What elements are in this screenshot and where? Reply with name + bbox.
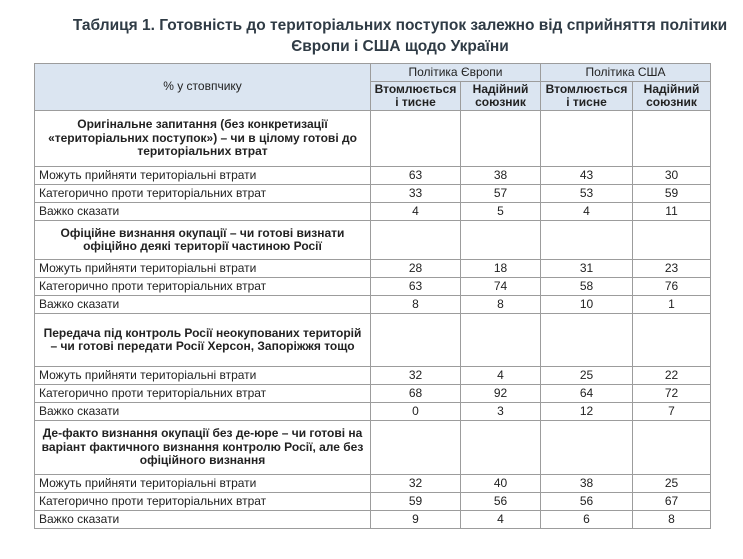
data-table (34, 63, 711, 529)
section-empty-cell (541, 111, 633, 167)
table-row (35, 167, 711, 185)
row-label: Можуть прийняти територіальні втрати (35, 475, 371, 493)
row-label: Важко сказати (35, 203, 371, 221)
section-empty-cell (633, 314, 711, 367)
table-row (35, 403, 711, 421)
value-cell: 9 (371, 511, 461, 529)
table-row (35, 185, 711, 203)
value-cell: 6 (541, 511, 633, 529)
value-cell: 67 (633, 493, 711, 511)
value-cell: 5 (461, 203, 541, 221)
value-cell: 30 (633, 167, 711, 185)
section-empty-cell (461, 221, 541, 260)
value-cell: 10 (541, 296, 633, 314)
row-label: Категорично проти територіальних втрат (35, 185, 371, 203)
section-heading-row (35, 421, 711, 475)
table-row (35, 385, 711, 403)
section-empty-cell (461, 111, 541, 167)
section-heading: Де-факто визнання окупації без де-юре – чи готові на варіант фактичного визнання контролю Росії, але без офіційного визнання (35, 421, 371, 475)
value-cell: 7 (633, 403, 711, 421)
table-row (35, 511, 711, 529)
value-cell: 8 (371, 296, 461, 314)
value-cell: 59 (633, 185, 711, 203)
value-cell: 4 (461, 367, 541, 385)
section-empty-cell (371, 111, 461, 167)
section-empty-cell (461, 314, 541, 367)
section-empty-cell (541, 221, 633, 260)
header-usa-interfere: Втомлюється і тисне (541, 82, 633, 111)
row-label: Можуть прийняти територіальні втрати (35, 260, 371, 278)
value-cell: 22 (633, 367, 711, 385)
value-cell: 58 (541, 278, 633, 296)
value-cell: 8 (461, 296, 541, 314)
value-cell: 4 (371, 203, 461, 221)
table-title-line-2: Європи і США щодо України (291, 38, 509, 55)
value-cell: 0 (371, 403, 461, 421)
value-cell: 38 (541, 475, 633, 493)
value-cell: 56 (541, 493, 633, 511)
table-title (60, 15, 740, 57)
value-cell: 68 (371, 385, 461, 403)
value-cell: 40 (461, 475, 541, 493)
section-empty-cell (633, 221, 711, 260)
header-usa-ally: Надійний союзник (633, 82, 711, 111)
value-cell: 63 (371, 167, 461, 185)
row-label: Важко сказати (35, 403, 371, 421)
table-title-line-1: Таблиця 1. Готовність до територіальних поступок залежно від сприйняття політики (72, 17, 728, 34)
table-row (35, 203, 711, 221)
value-cell: 43 (541, 167, 633, 185)
value-cell: 59 (371, 493, 461, 511)
row-label: Категорично проти територіальних втрат (35, 493, 371, 511)
section-heading-row (35, 314, 711, 367)
table-body (35, 111, 711, 529)
value-cell: 32 (371, 475, 461, 493)
value-cell: 4 (461, 511, 541, 529)
section-empty-cell (633, 421, 711, 475)
header-row-groups (35, 64, 711, 82)
value-cell: 38 (461, 167, 541, 185)
value-cell: 25 (633, 475, 711, 493)
section-empty-cell (541, 421, 633, 475)
value-cell: 12 (541, 403, 633, 421)
section-empty-cell (371, 421, 461, 475)
value-cell: 76 (633, 278, 711, 296)
value-cell: 3 (461, 403, 541, 421)
value-cell: 8 (633, 511, 711, 529)
header-europe-interfere: Втомлюється і тисне (371, 82, 461, 111)
value-cell: 23 (633, 260, 711, 278)
value-cell: 92 (461, 385, 541, 403)
value-cell: 32 (371, 367, 461, 385)
section-heading: Оригінальне запитання (без конкретизації «територіальних поступок») – чи в цілому готові до територіальних втрат (35, 111, 371, 167)
value-cell: 25 (541, 367, 633, 385)
table-row (35, 493, 711, 511)
value-cell: 33 (371, 185, 461, 203)
value-cell: 74 (461, 278, 541, 296)
value-cell: 1 (633, 296, 711, 314)
section-heading-row (35, 221, 711, 260)
section-empty-cell (633, 111, 711, 167)
value-cell: 18 (461, 260, 541, 278)
header-group-europe: Політика Європи (371, 64, 541, 82)
value-cell: 64 (541, 385, 633, 403)
section-empty-cell (371, 314, 461, 367)
value-cell: 63 (371, 278, 461, 296)
section-heading: Передача під контроль Росії неокупованих територій – чи готові передати Росії Херсон, Запоріжжя тощо (35, 314, 371, 367)
row-label: Можуть прийняти територіальні втрати (35, 167, 371, 185)
header-group-usa: Політика США (541, 64, 711, 82)
section-empty-cell (541, 314, 633, 367)
row-label: Можуть прийняти територіальні втрати (35, 367, 371, 385)
section-heading-row (35, 111, 711, 167)
row-label: Категорично проти територіальних втрат (35, 385, 371, 403)
value-cell: 11 (633, 203, 711, 221)
value-cell: 56 (461, 493, 541, 511)
header-europe-ally: Надійний союзник (461, 82, 541, 111)
value-cell: 72 (633, 385, 711, 403)
value-cell: 4 (541, 203, 633, 221)
table-header (35, 64, 711, 111)
table-row (35, 260, 711, 278)
value-cell: 53 (541, 185, 633, 203)
table-row (35, 367, 711, 385)
section-heading: Офіційне визнання окупації – чи готові визнати офіційно деякі території частиною Росії (35, 221, 371, 260)
table-row (35, 475, 711, 493)
table-row (35, 296, 711, 314)
value-cell: 31 (541, 260, 633, 278)
table-row (35, 278, 711, 296)
value-cell: 57 (461, 185, 541, 203)
section-empty-cell (371, 221, 461, 260)
row-label: Важко сказати (35, 296, 371, 314)
row-label: Важко сказати (35, 511, 371, 529)
value-cell: 28 (371, 260, 461, 278)
section-empty-cell (461, 421, 541, 475)
row-label: Категорично проти територіальних втрат (35, 278, 371, 296)
header-corner: % у стовпчику (35, 64, 371, 111)
